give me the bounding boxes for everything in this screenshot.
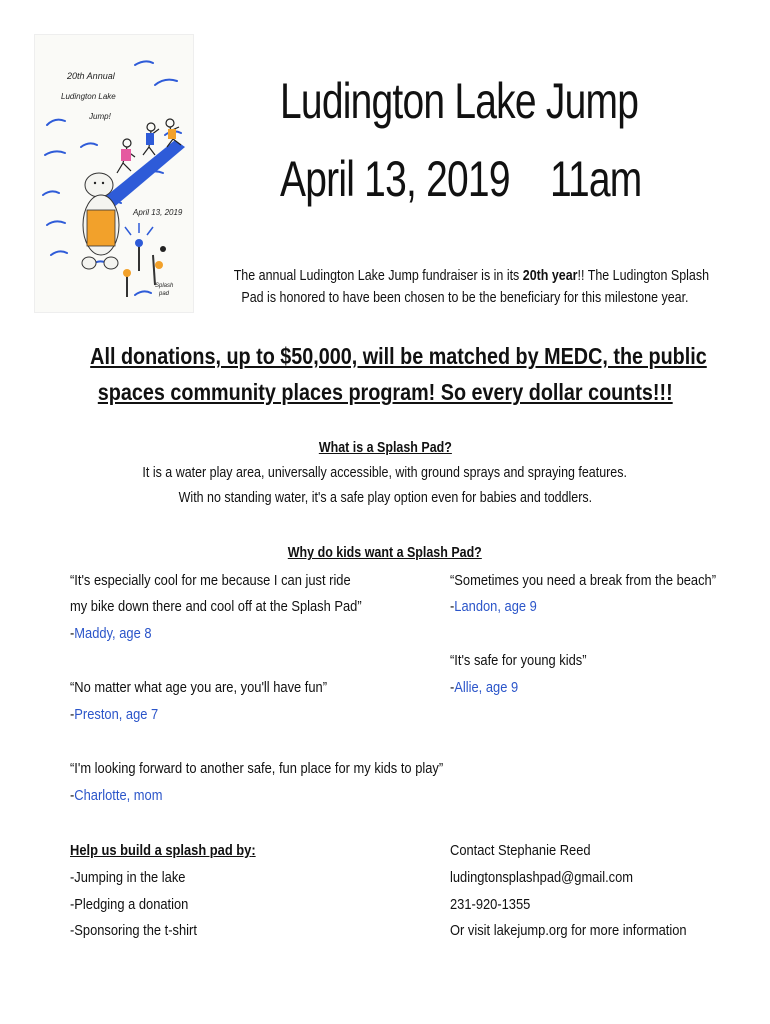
event-date-time: April 13, 2019 11am [280, 151, 642, 207]
contact-phone: 231-920-1355 [450, 896, 531, 913]
why-section [40, 541, 730, 566]
help-item-sponsoring: -Sponsoring the t-shirt [70, 922, 197, 939]
intro-part2: !! The Ludington Splash [577, 268, 710, 284]
intro-paragraph [195, 265, 735, 309]
polar-bear-icon [82, 173, 119, 269]
quote-charlotte-author: -Charlotte, mom [70, 787, 163, 804]
quote-charlotte: “I'm looking forward to another safe, fun place for my kids to play” [70, 760, 444, 777]
poster-line3: Jump! [89, 112, 111, 121]
help-item-jumping: -Jumping in the lake [70, 869, 186, 886]
lake-jump-poster-image [35, 35, 193, 312]
poster-line2: Ludington Lake [61, 92, 116, 101]
match-line1: All donations, up to $50,000, will be matched by MEDC, the public [90, 343, 707, 369]
help-item-pledging: -Pledging a donation [70, 896, 189, 913]
quote-landon-author: -Landon, age 9 [450, 598, 537, 615]
intro-line2: Pad is honored to have been chosen to be the beneficiary for this milestone year. [241, 290, 689, 306]
what-line2: With no standing water, it's a safe play option even for babies and toddlers. [178, 490, 592, 506]
match-line2: spaces community places program! So every dollar counts!!! [97, 379, 673, 405]
quote-allie: “It's safe for young kids” [450, 652, 587, 669]
page-title: Ludington Lake Jump [280, 73, 639, 129]
quote-preston: “No matter what age you are, you'll have fun” [70, 679, 328, 696]
contact-name: Contact Stephanie Reed [450, 842, 591, 859]
help-heading: Help us build a splash pad by: [70, 842, 256, 859]
what-heading: What is a Splash Pad? [318, 440, 452, 456]
poster-date: April 13, 2019 [133, 208, 183, 217]
quote-preston-author: -Preston, age 7 [70, 706, 159, 723]
poster-caption1: Splash [155, 283, 174, 289]
intro-part1: The annual Ludington Lake Jump fundraiser is in its [233, 268, 523, 284]
what-section [40, 436, 730, 511]
poster-line1: 20th Annual [67, 71, 115, 81]
what-line1: It is a water play area, universally accessible, with ground sprays and spraying features. [142, 465, 628, 481]
quote-maddy-author: -Maddy, age 8 [70, 625, 152, 642]
poster-caption2: pad [159, 291, 170, 297]
donation-match-banner [40, 338, 730, 410]
quote-landon: “Sometimes you need a break from the beach” [450, 572, 717, 589]
contact-visit-website-link[interactable]: Or visit lakejump.org for more information [450, 922, 687, 939]
poster-drawing [35, 35, 193, 312]
why-heading: Why do kids want a Splash Pad? [287, 545, 483, 561]
quote-maddy-line2: my bike down there and cool off at the Splash Pad” [70, 598, 362, 615]
intro-bold-year: 20th year [522, 268, 578, 284]
contact-email-link[interactable]: ludingtonsplashpad@gmail.com [450, 869, 634, 886]
quote-maddy-line1: “It's especially cool for me because I can just ride [70, 572, 351, 589]
quote-allie-author: -Allie, age 9 [450, 679, 519, 696]
